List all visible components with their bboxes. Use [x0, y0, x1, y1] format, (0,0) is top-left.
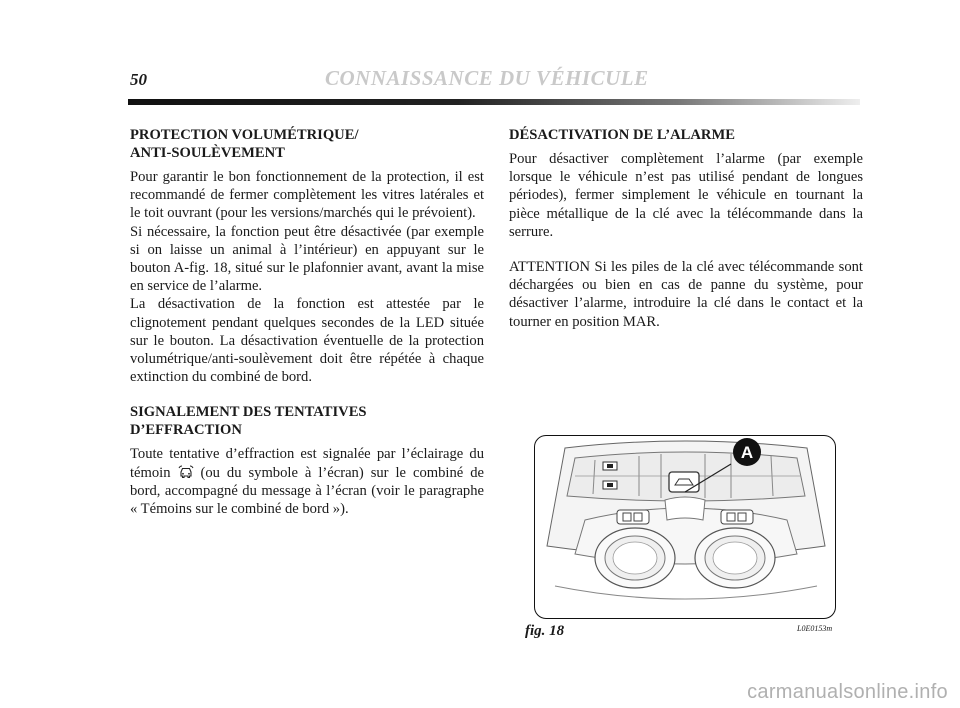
header-rule	[128, 99, 860, 105]
callout-a-label: A	[740, 443, 754, 462]
figure-code: L0E0153m	[797, 624, 833, 633]
paragraph: Pour garantir le bon fonctionnement de la protection, il est recommandé de fermer complètement les vitres latérales et le toit ouvrant (pour les versions/marchés qui le prévoient).	[130, 169, 484, 222]
section-heading-intrusion: SIGNALEMENT DES TENTATIVES D’EFFRACTION	[130, 404, 367, 439]
paragraph	[130, 445, 484, 518]
paragraph: Si nécessaire, la fonction peut être désactivée (par exemple si on laisse un animal à l’intérieur) en appuyant sur le bouton A-fig. 18, situé sur le plafonnier avant, avant la mise en service de l’alarme.	[130, 223, 484, 295]
paragraph: La désactivation de la fonction est attestée par le clignotement pendant quelques secondes de la LED située sur le bouton. La désactivation éventuelle de la protection volumétrique/anti-soulèvement doit être répétée à chaque extinction du combiné de bord.	[130, 296, 484, 386]
section-heading-volumetric: PROTECTION VOLUMÉTRIQUE/ ANTI-SOULÈVEMENT	[130, 127, 359, 161]
ceiling-light-illustration	[535, 436, 835, 618]
header-title: CONNAISSANCE DU VÉHICULE	[325, 66, 649, 90]
car-alarm-icon	[178, 465, 194, 479]
text-segment: (ou du symbole à l’écran) sur le combiné de bord, accompagné du message à l’écran (voir le paragraphe « Témoins sur le combiné de bord »).	[130, 464, 484, 518]
right-column	[509, 126, 863, 331]
watermark: carmanualsonline.info	[747, 681, 948, 703]
left-column	[130, 126, 484, 518]
text-segment: Toute tentative d’effraction est signalée par l’éclairage du témoin	[130, 446, 484, 481]
page-number: 50	[130, 70, 147, 89]
figure-ceiling-light	[534, 435, 836, 619]
figure-caption: fig. 18	[525, 623, 565, 639]
paragraph-warning: ATTENTION Si les piles de la clé avec télécommande sont déchargées ou bien en cas de panne du système, pour désactiver l’alarme, introduire la clé dans le contact et la tourner en position MAR.	[509, 259, 863, 330]
paragraph: Pour désactiver complètement l’alarme (par exemple lorsque le véhicule n’est pas utilisé pendant de longues périodes), fermer simplement le véhicule en tournant la pièce métallique de la clé avec la télécommande dans la serrure.	[509, 151, 863, 240]
section-heading-deactivation: DÉSACTIVATION DE L’ALARME	[509, 127, 735, 143]
